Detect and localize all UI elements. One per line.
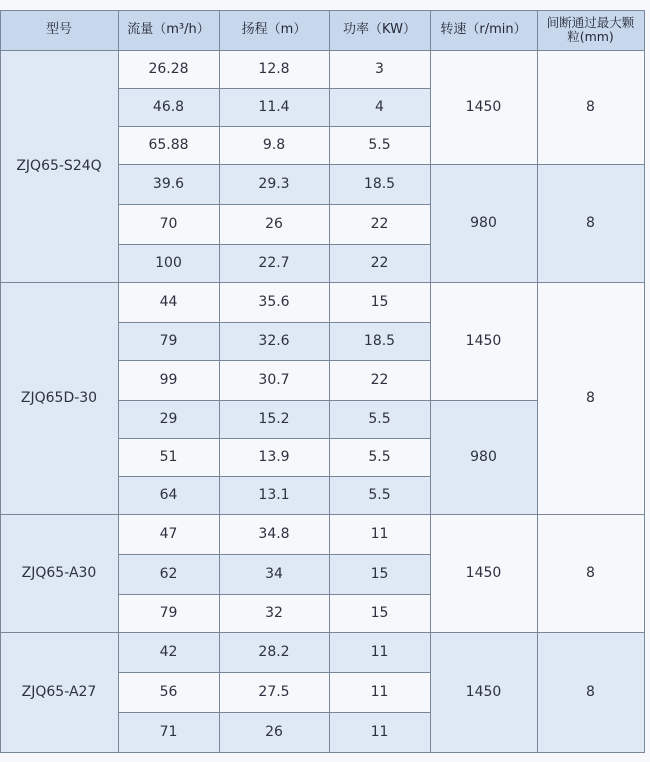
row-divider bbox=[0, 632, 645, 633]
flow-cell: 47 bbox=[118, 514, 219, 554]
head-cell: 27.5 bbox=[219, 672, 329, 712]
header-head: 扬程（m） bbox=[219, 10, 329, 50]
flow-cell: 44 bbox=[118, 282, 219, 322]
head-cell: 22.7 bbox=[219, 244, 329, 282]
speed-cell: 1450 bbox=[430, 50, 537, 164]
flow-cell: 99 bbox=[118, 360, 219, 400]
flow-cell: 79 bbox=[118, 594, 219, 632]
flow-cell: 62 bbox=[118, 554, 219, 594]
row-divider bbox=[118, 594, 430, 595]
power-cell: 15 bbox=[329, 282, 430, 322]
head-cell: 35.6 bbox=[219, 282, 329, 322]
row-divider bbox=[118, 126, 430, 127]
power-cell: 22 bbox=[329, 204, 430, 244]
header-power: 功率（KW） bbox=[329, 10, 430, 50]
power-cell: 5.5 bbox=[329, 400, 430, 438]
power-cell: 15 bbox=[329, 554, 430, 594]
power-cell: 18.5 bbox=[329, 322, 430, 360]
row-divider bbox=[118, 438, 430, 439]
row-divider bbox=[118, 322, 430, 323]
row-divider bbox=[118, 204, 430, 205]
head-cell: 34 bbox=[219, 554, 329, 594]
particle-cell: 8 bbox=[537, 514, 644, 632]
row-divider bbox=[118, 360, 430, 361]
model-cell: ZJQ65-S24Q bbox=[0, 50, 118, 282]
row-divider bbox=[118, 244, 430, 245]
particle-cell: 8 bbox=[537, 164, 644, 282]
head-cell: 29.3 bbox=[219, 164, 329, 204]
column-divider bbox=[219, 10, 220, 753]
flow-cell: 51 bbox=[118, 438, 219, 476]
head-cell: 32 bbox=[219, 594, 329, 632]
particle-cell: 8 bbox=[537, 282, 644, 514]
row-divider bbox=[0, 282, 645, 283]
row-divider bbox=[118, 400, 537, 401]
row-divider bbox=[118, 554, 430, 555]
speed-cell: 1450 bbox=[430, 514, 537, 632]
flow-cell: 79 bbox=[118, 322, 219, 360]
head-cell: 9.8 bbox=[219, 126, 329, 164]
speed-cell: 1450 bbox=[430, 282, 537, 400]
head-cell: 28.2 bbox=[219, 632, 329, 672]
header-speed: 转速（r/min） bbox=[430, 10, 537, 50]
particle-cell: 8 bbox=[537, 50, 644, 164]
row-divider bbox=[118, 712, 430, 713]
column-divider bbox=[329, 10, 330, 753]
row-divider bbox=[0, 50, 645, 51]
power-cell: 5.5 bbox=[329, 438, 430, 476]
header-particle-size: 间断通过最大颗粒(mm) bbox=[537, 10, 644, 50]
flow-cell: 64 bbox=[118, 476, 219, 514]
flow-cell: 56 bbox=[118, 672, 219, 712]
head-cell: 26 bbox=[219, 204, 329, 244]
speed-cell: 980 bbox=[430, 164, 537, 282]
head-cell: 30.7 bbox=[219, 360, 329, 400]
flow-cell: 70 bbox=[118, 204, 219, 244]
speed-cell: 980 bbox=[430, 400, 537, 514]
column-divider bbox=[430, 10, 431, 753]
head-cell: 13.1 bbox=[219, 476, 329, 514]
head-cell: 11.4 bbox=[219, 88, 329, 126]
row-divider bbox=[118, 672, 430, 673]
power-cell: 22 bbox=[329, 360, 430, 400]
head-cell: 26 bbox=[219, 712, 329, 752]
head-cell: 12.8 bbox=[219, 50, 329, 88]
flow-cell: 65.88 bbox=[118, 126, 219, 164]
flow-cell: 100 bbox=[118, 244, 219, 282]
head-cell: 34.8 bbox=[219, 514, 329, 554]
head-cell: 13.9 bbox=[219, 438, 329, 476]
power-cell: 11 bbox=[329, 712, 430, 752]
head-cell: 32.6 bbox=[219, 322, 329, 360]
power-cell: 11 bbox=[329, 632, 430, 672]
power-cell: 3 bbox=[329, 50, 430, 88]
head-cell: 15.2 bbox=[219, 400, 329, 438]
flow-cell: 29 bbox=[118, 400, 219, 438]
power-cell: 5.5 bbox=[329, 476, 430, 514]
column-divider bbox=[118, 10, 119, 753]
header-flow: 流量（m³/h） bbox=[118, 10, 219, 50]
power-cell: 11 bbox=[329, 672, 430, 712]
row-divider bbox=[118, 476, 430, 477]
flow-cell: 26.28 bbox=[118, 50, 219, 88]
particle-cell: 8 bbox=[537, 632, 644, 752]
power-cell: 11 bbox=[329, 514, 430, 554]
power-cell: 15 bbox=[329, 594, 430, 632]
flow-cell: 46.8 bbox=[118, 88, 219, 126]
model-cell: ZJQ65D-30 bbox=[0, 282, 118, 514]
power-cell: 4 bbox=[329, 88, 430, 126]
power-cell: 18.5 bbox=[329, 164, 430, 204]
model-cell: ZJQ65-A27 bbox=[0, 632, 118, 752]
row-divider bbox=[118, 88, 430, 89]
column-divider bbox=[537, 10, 538, 753]
flow-cell: 42 bbox=[118, 632, 219, 672]
speed-cell: 1450 bbox=[430, 632, 537, 752]
header-model: 型号 bbox=[0, 10, 118, 50]
power-cell: 22 bbox=[329, 244, 430, 282]
model-cell: ZJQ65-A30 bbox=[0, 514, 118, 632]
row-divider bbox=[118, 164, 645, 165]
flow-cell: 39.6 bbox=[118, 164, 219, 204]
power-cell: 5.5 bbox=[329, 126, 430, 164]
flow-cell: 71 bbox=[118, 712, 219, 752]
row-divider bbox=[0, 514, 645, 515]
